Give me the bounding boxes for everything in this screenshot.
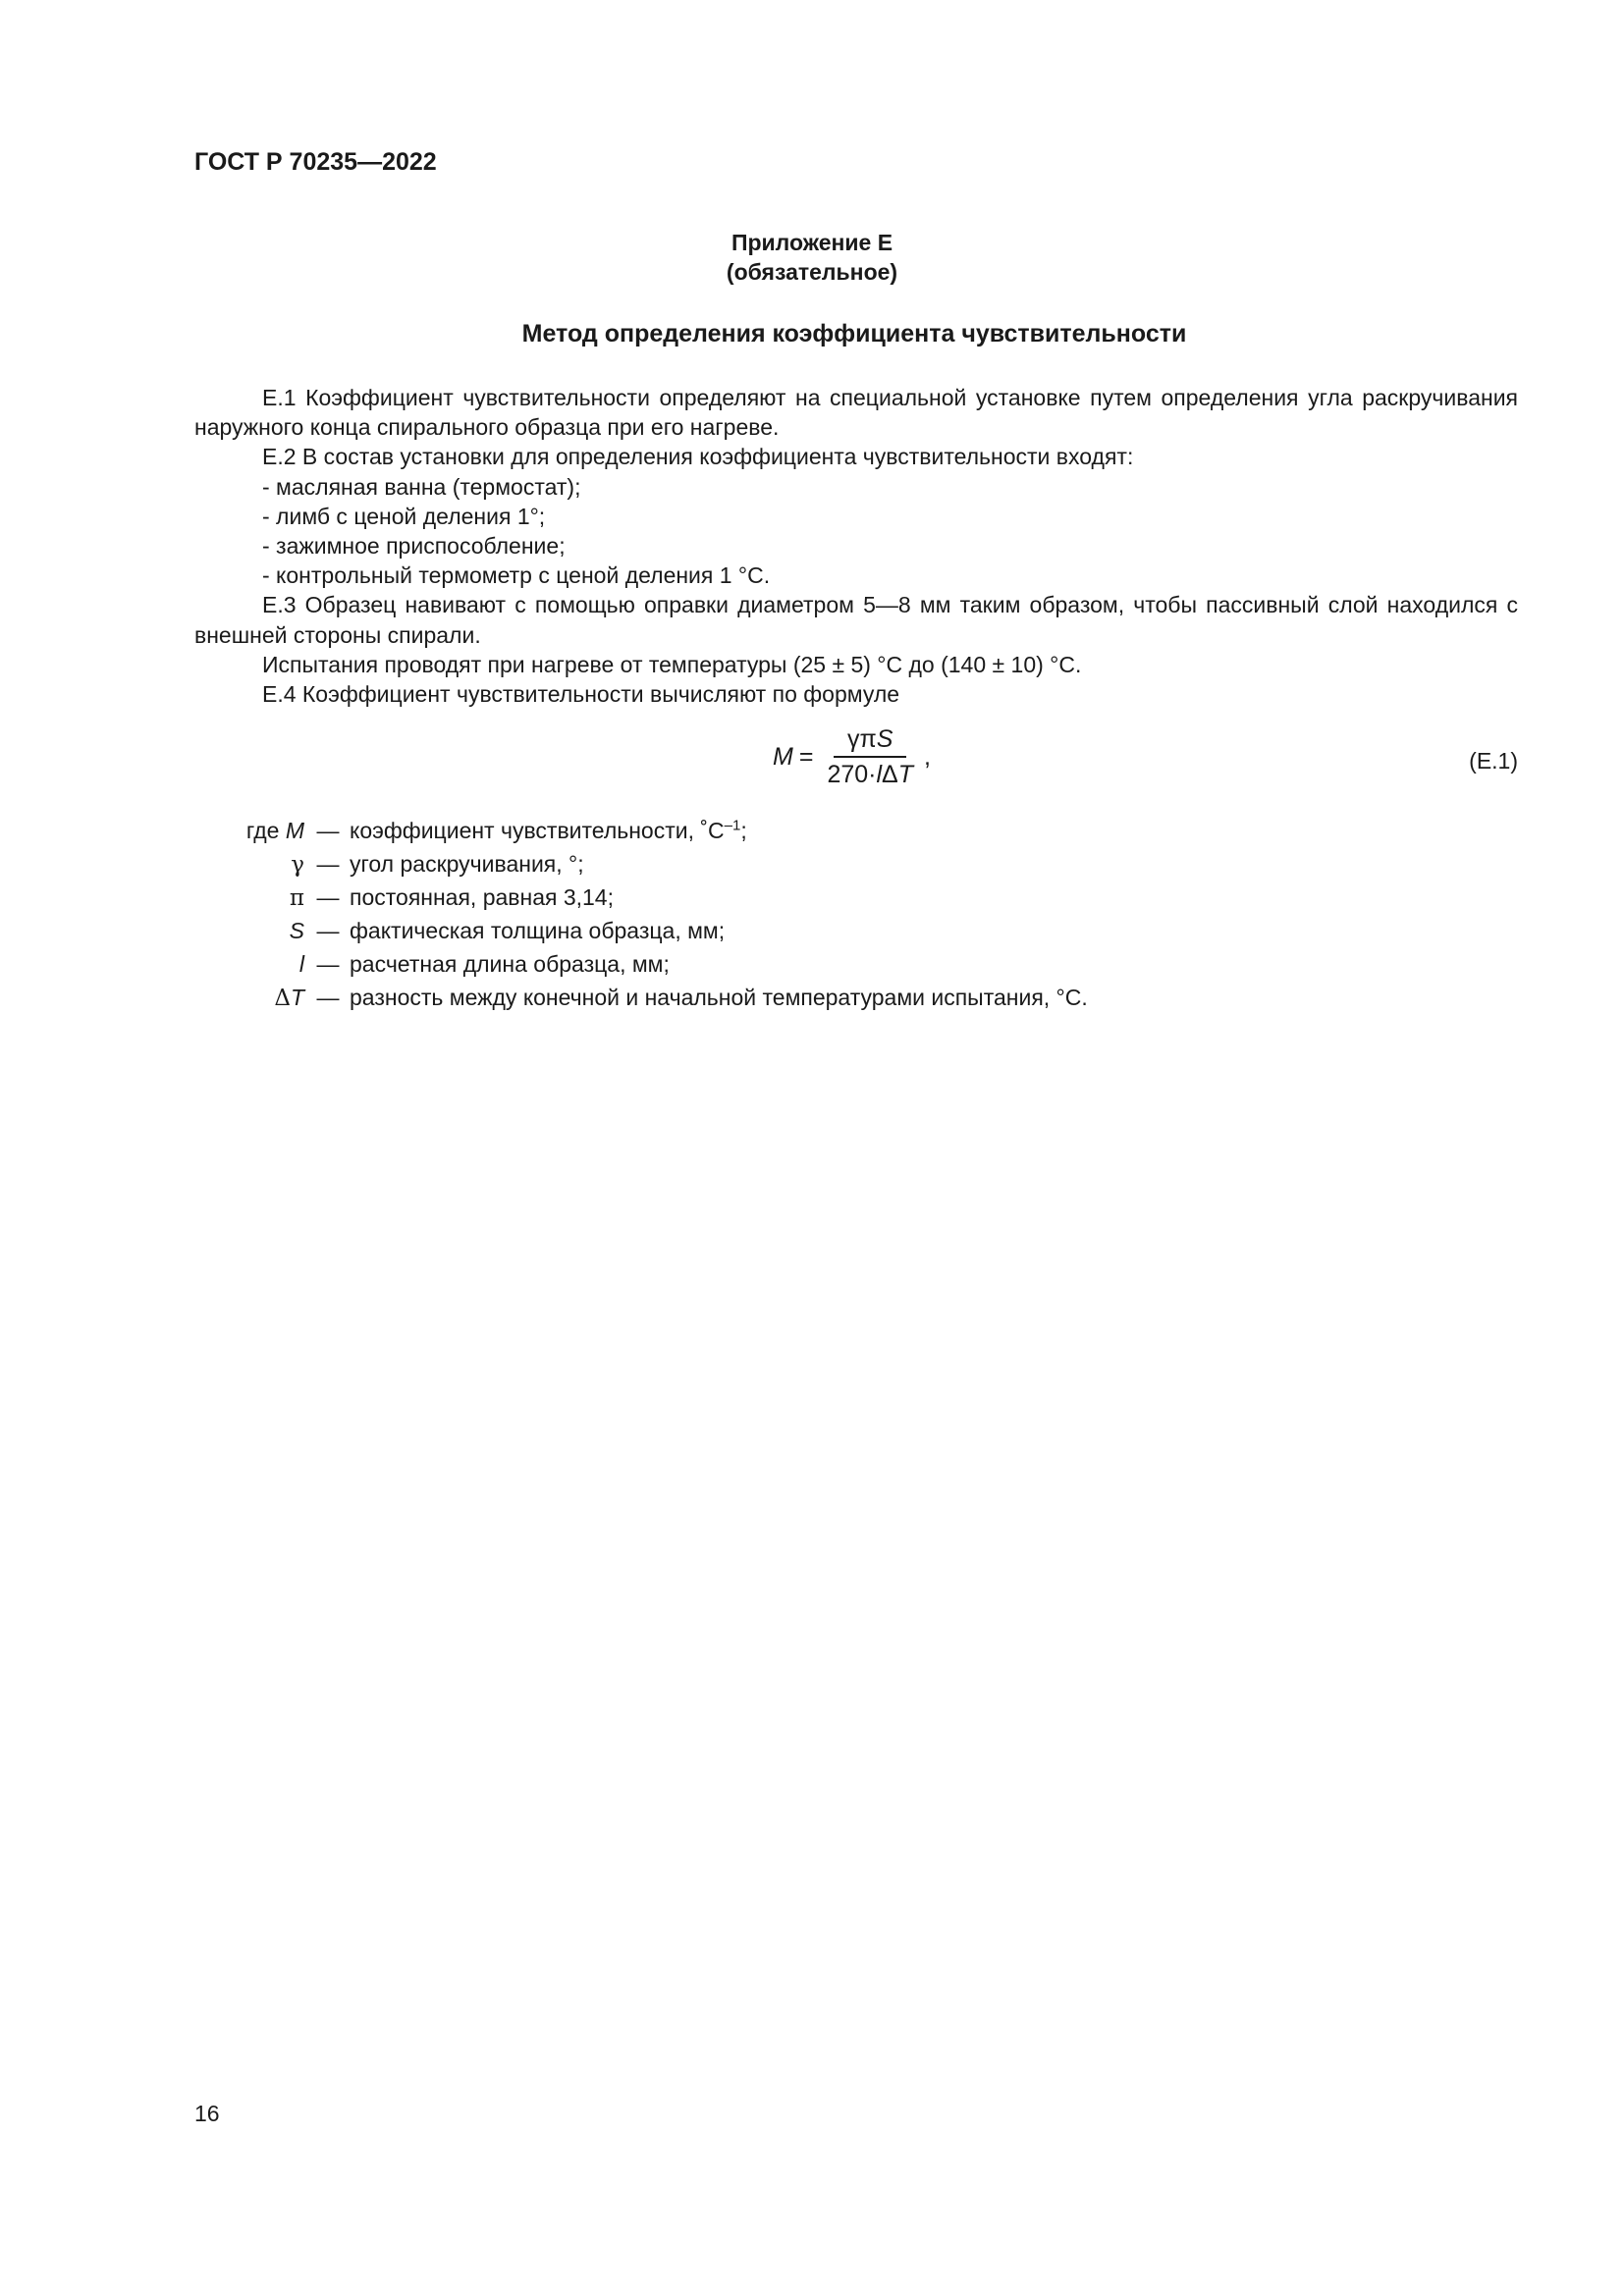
formula-denominator [821,758,919,789]
paragraph-e3: Е.3 Образец навивают с помощью оправки диаметром 5—8 мм таким образом, чтобы пассивный слой находился с внешней стороны спирали. [194,592,1518,648]
numerator-gamma: γ [847,725,860,754]
appendix-heading [0,228,1624,287]
legend-symbol: S [289,918,304,944]
legend-description: коэффициент чувствительности, $˚С^{-1}$; [350,817,747,844]
legend-dash: — [316,884,340,911]
list-item: - зажимное приспособление; [262,533,566,560]
legend-dash: — [316,951,340,978]
legend-symbol: где M [245,818,304,844]
legend-row [194,848,1518,881]
legend-description: фактическая толщина образца, мм; [350,918,726,944]
list-item: - масляная ванна (термостат); [262,473,581,500]
legend-dash: — [316,818,340,844]
legend-description: постоянная, равная 3,14; [350,884,614,911]
numerator-pi: π [859,725,877,754]
page-number: 16 [194,2101,220,2126]
legend-description: угол раскручивания, °; [350,851,584,878]
formula-number: (Е.1) [1469,748,1518,774]
formula-comma: , [924,743,931,772]
paragraph-test-conditions: Испытания проводят при нагреве от температуры (25 ± 5) °С до (140 ± 10) °С. [262,651,1082,677]
legend-description: расчетная длина образца, мм; [350,951,670,978]
list-item: - контрольный термометр с ценой деления 1 °С. [262,562,771,589]
formula-lhs: M [773,743,793,772]
legend-row [194,948,1518,982]
legend-row [194,982,1518,1015]
appendix-title: Приложение Е [731,230,893,255]
formula-row [194,722,1518,809]
legend-symbol: l [298,951,304,978]
formula-equals: = [798,743,814,772]
legend-dash: — [316,918,340,944]
legend-symbol: γ [291,852,304,879]
numerator-s: S [876,725,893,754]
denominator-l: l [876,761,883,789]
legend-symbol: π [289,885,304,912]
symbol-legend [194,815,1518,1015]
paragraph-e1: Е.1 Коэффициент чувствительности определяют на специальной установке путем определения угла раскручивания наружного конца спирального образца при его нагреве. [194,385,1518,441]
legend-row [194,881,1518,915]
legend-row [194,915,1518,948]
legend-dash: — [316,851,340,878]
denominator-dot: · [868,761,877,789]
denominator-t: T [897,761,914,789]
legend-row [194,815,1518,848]
denominator-constant: 270 [827,761,869,789]
list-item: - лимб с ценой деления 1°; [262,503,546,529]
legend-symbol: ΔT [274,985,304,1012]
formula-numerator [834,724,906,758]
formula-e1 [773,724,931,789]
appendix-status: (обязательное) [726,259,898,285]
legend-dash: — [316,985,340,1011]
standard-id-header: ГОСТ Р 70235—2022 [194,148,437,176]
formula-fraction [821,724,919,789]
document-body [194,383,1518,1015]
legend-description: разность между конечной и начальной температурами испытания, °С. [350,985,1088,1011]
denominator-delta: Δ [882,761,898,789]
paragraph-e2: Е.2 В состав установки для определения коэффициента чувствительности входят: [262,444,1134,470]
legend-prefix: где [245,818,280,844]
section-title: Метод определения коэффициента чувствительности [521,320,1187,347]
paragraph-e4: Е.4 Коэффициент чувствительности вычисляют по формуле [262,681,900,708]
